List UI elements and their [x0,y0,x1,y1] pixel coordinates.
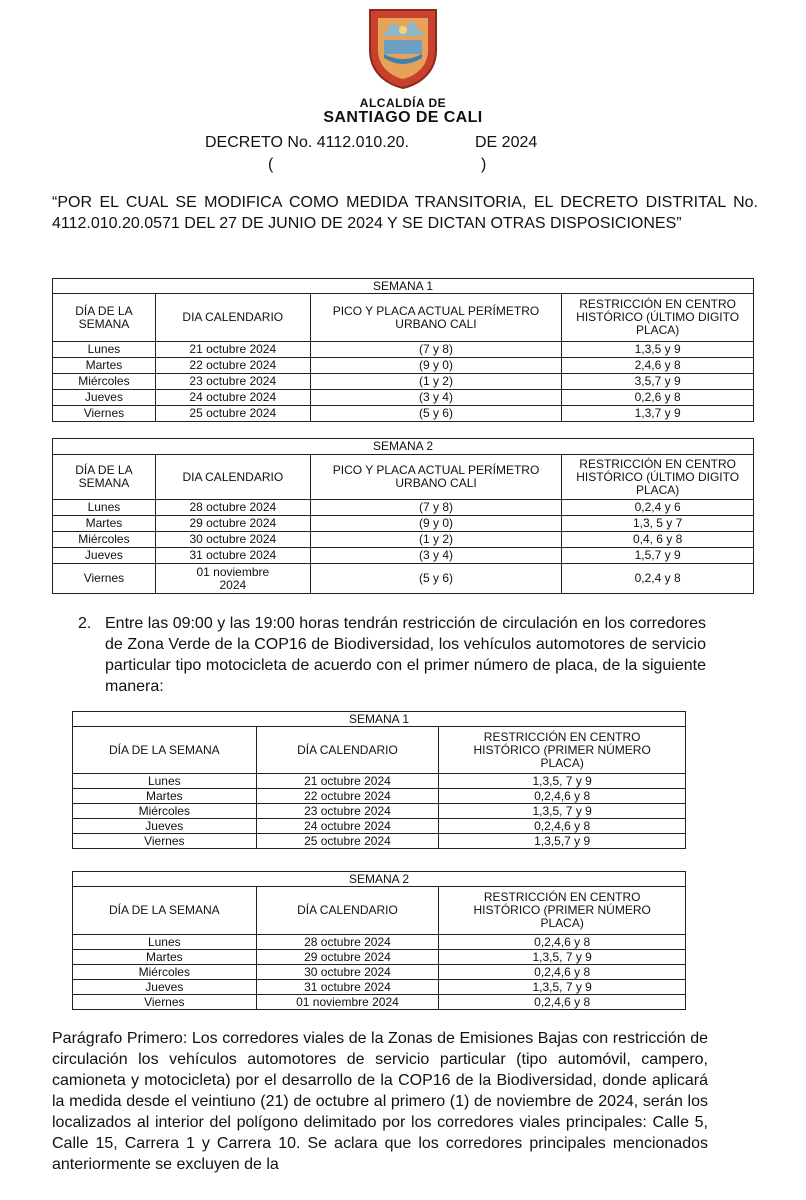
cell: Lunes [53,500,156,516]
cell: 0,2,6 y 8 [562,390,754,406]
cell: (7 y 8) [310,500,561,516]
cell: 0,2,4,6 y 8 [439,819,686,834]
paren-open: ( [268,156,274,173]
cell: Viernes [53,406,156,422]
table-row [73,774,686,789]
cell: 1,3,5, 7 y 9 [439,980,686,995]
column-header: DIA CALENDARIO [155,455,310,500]
cell: (3 y 4) [310,390,562,406]
table-row [73,980,686,995]
table-row [53,500,754,516]
table-caption: SEMANA 2 [73,872,686,887]
cell: (1 y 2) [310,374,562,390]
table-row [73,834,686,849]
cell: 1,5,7 y 9 [562,548,754,564]
column-header: RESTRICCIÓN EN CENTRO HISTÓRICO (PRIMER NÚMERO PLACA) [439,727,686,774]
cell: (3 y 4) [310,548,561,564]
shield-icon [364,6,442,90]
column-header: DIA CALENDARIO [155,294,310,342]
cell: 23 octubre 2024 [155,374,310,390]
cell: Lunes [53,342,156,358]
cell: 2,4,6 y 8 [562,358,754,374]
table-row [53,516,754,532]
cell: (5 y 6) [310,564,561,594]
cell: 25 octubre 2024 [256,834,439,849]
cell: Miércoles [53,532,156,548]
column-header: DÍA DE LA SEMANA [73,727,257,774]
decree-title: “POR EL CUAL SE MODIFICA COMO MEDIDA TRANSITORIA, EL DECRETO DISTRITAL No. 4112.010.20.0571 DEL 27 DE JUNIO DE 2024 Y SE DICTAN OTRAS DISPOSICIONES” [52,194,758,232]
cell: 1,3,5, 7 y 9 [439,804,686,819]
cell: Martes [73,950,257,965]
table-caption: SEMANA 2 [53,439,754,455]
cell: Jueves [73,819,257,834]
item-text: Entre las 09:00 y las 19:00 horas tendrán restricción de circulación en los corredores de Zona Verde de la COP16 de Biodiversidad, los vehículos automotores de servicio particular tipo motocicleta de acuerdo con el primer número de placa, de la siguiente manera: [105,615,706,695]
paragraph-primero: Parágrafo Primero: Los corredores viales de la Zonas de Emisiones Bajas con restricción de circulación los vehículos automotores de servicio particular (tipo automóvil, campero, camioneta y motocicleta) por el desarrollo de la COP16 de la Biodiversidad, donde aplicará la medida desde el veintiuno (21) de octubre al primero (1) de noviembre de 2024, serán los localizados al interior del polígono delimitado por los corredores viales principales: Calle 5, Calle 15, Carrera 1 y Carrera 10. Se aclara que los corredores principales mencionados anteriormente se excluyen de la [52,1030,708,1173]
cell: 24 octubre 2024 [155,390,310,406]
cell: Jueves [53,548,156,564]
cell: 23 octubre 2024 [256,804,439,819]
cell: Miércoles [73,965,257,980]
cell: 3,5,7 y 9 [562,374,754,390]
decree-year: DE 2024 [475,134,538,151]
column-header: DÍA DE LA SEMANA [53,294,156,342]
cell: (9 y 0) [310,516,561,532]
cell: Lunes [73,935,257,950]
table-row [73,935,686,950]
paren-close: ) [481,156,487,173]
cell: Viernes [73,834,257,849]
column-header: RESTRICCIÓN EN CENTRO HISTÓRICO (ÚLTIMO DIGITO PLACA) [562,455,754,500]
cell: 21 octubre 2024 [155,342,310,358]
cell: 1,3,7 y 9 [562,406,754,422]
cell: 22 octubre 2024 [155,358,310,374]
cell: 1,3,5, 7 y 9 [439,950,686,965]
decree-number [205,134,538,152]
table-row [53,342,754,358]
table-row [53,406,754,422]
column-header: DÍA DE LA SEMANA [73,887,257,935]
cell: 28 octubre 2024 [256,935,439,950]
cell: 01 noviembre 2024 [256,995,439,1010]
cell: Martes [53,358,156,374]
cell: 31 octubre 2024 [256,980,439,995]
table-row [53,564,754,594]
cell: 1,3,5,7 y 9 [439,834,686,849]
cell: 29 octubre 2024 [155,516,310,532]
cell: 30 octubre 2024 [155,532,310,548]
cell: 0,2,4 y 6 [562,500,754,516]
cell: Miércoles [53,374,156,390]
cell: 0,2,4,6 y 8 [439,935,686,950]
table-row [53,374,754,390]
table-row [53,532,754,548]
cell: 0,2,4,6 y 8 [439,789,686,804]
cell: 30 octubre 2024 [256,965,439,980]
cell: Lunes [73,774,257,789]
cell: 0,2,4,6 y 8 [439,995,686,1010]
cell: Viernes [73,995,257,1010]
cell: 28 octubre 2024 [155,500,310,516]
cell: Jueves [53,390,156,406]
table-row [73,804,686,819]
cell: (5 y 6) [310,406,562,422]
cell: 1,3, 5 y 7 [562,516,754,532]
column-header: PICO Y PLACA ACTUAL PERÍMETRO URBANO CALI [310,455,561,500]
cell: 0,2,4 y 8 [562,564,754,594]
cell: Miércoles [73,804,257,819]
decree-label: DECRETO No. 4112.010.20. [205,134,409,151]
cell: 0,4, 6 y 8 [562,532,754,548]
table-semana-1-cars [52,278,754,422]
cell: 0,2,4,6 y 8 [439,965,686,980]
cell: 31 octubre 2024 [155,548,310,564]
list-item-2 [78,613,706,697]
cell: 25 octubre 2024 [155,406,310,422]
table-row [53,358,754,374]
table-semana-2-cars [52,438,754,594]
column-header: DÍA DE LA SEMANA [53,455,156,500]
coat-of-arms-logo [0,6,806,95]
cell: 1,3,5, 7 y 9 [439,774,686,789]
cell: 29 octubre 2024 [256,950,439,965]
table-caption: SEMANA 1 [53,279,754,294]
column-header: DÍA CALENDARIO [256,887,439,935]
column-header: RESTRICCIÓN EN CENTRO HISTÓRICO (ÚLTIMO DIGITO PLACA) [562,294,754,342]
cell: 24 octubre 2024 [256,819,439,834]
cell: Jueves [73,980,257,995]
table-row [53,390,754,406]
cell: Martes [53,516,156,532]
table-row [73,819,686,834]
table-semana-1-motorcycles [72,711,686,849]
institution-line2: SANTIAGO DE CALI [323,109,483,126]
table-semana-2-motorcycles [72,871,686,1010]
table-row [73,995,686,1010]
column-header: DÍA CALENDARIO [256,727,439,774]
item-number: 2. [78,615,92,632]
cell: Viernes [53,564,156,594]
table-row [73,950,686,965]
cell: 22 octubre 2024 [256,789,439,804]
table-caption: SEMANA 1 [73,712,686,727]
cell: (7 y 8) [310,342,562,358]
table-row [53,548,754,564]
column-header: RESTRICCIÓN EN CENTRO HISTÓRICO (PRIMER NÚMERO PLACA) [439,887,686,935]
table-row [73,789,686,804]
cell: (9 y 0) [310,358,562,374]
cell: 1,3,5 y 9 [562,342,754,358]
column-header: PICO Y PLACA ACTUAL PERÍMETRO URBANO CALI [310,294,562,342]
cell: (1 y 2) [310,532,561,548]
institution-line1: ALCALDÍA DE [359,96,447,110]
cell: 21 octubre 2024 [256,774,439,789]
table-row [73,965,686,980]
cell: Martes [73,789,257,804]
cell: 01 noviembre 2024 [155,564,310,594]
